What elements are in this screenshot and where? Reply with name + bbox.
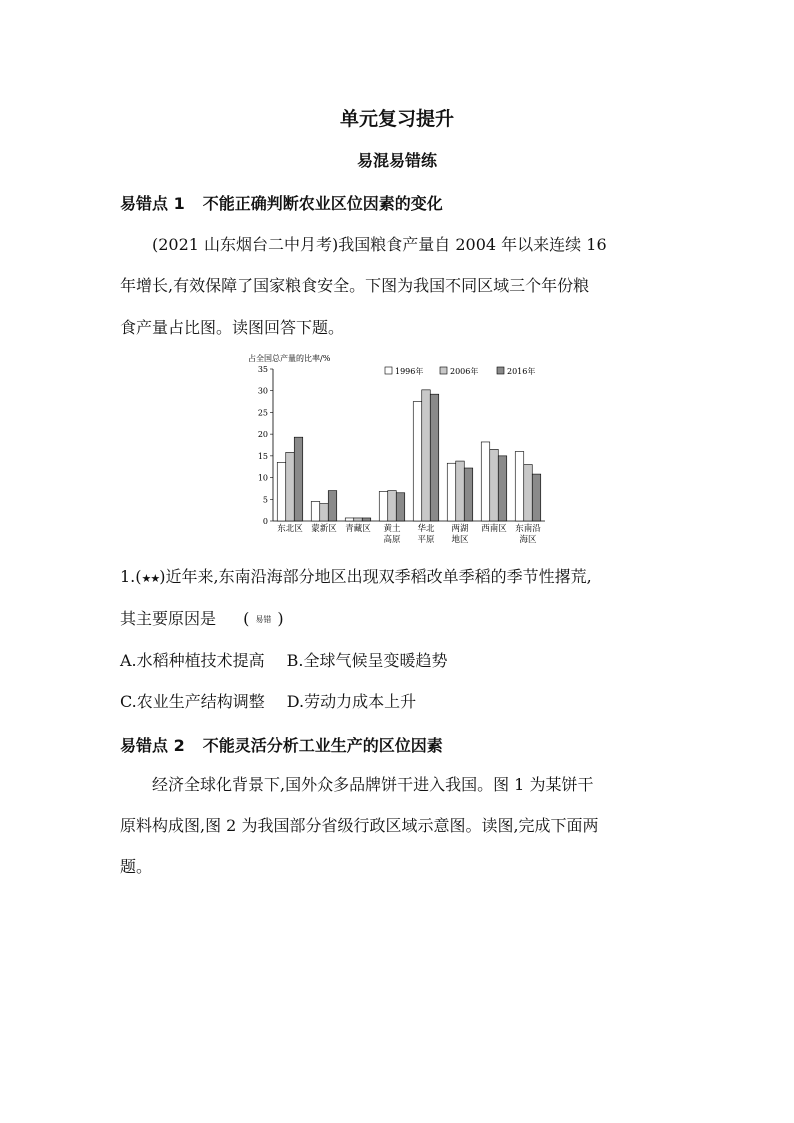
point2-intro-line-2: 原料构成图,图 2 为我国部分省级行政区域示意图。读图,完成下面两	[120, 816, 599, 835]
bar-蒙新区-2016年	[328, 491, 337, 521]
answer-paren-close: )	[277, 609, 284, 628]
bar-黄土高原-2006年	[388, 491, 397, 521]
option-a: A.水稻种植技术提高	[120, 651, 265, 670]
error-prone-tag: 易错	[255, 615, 272, 624]
bar-青藏区-2016年	[362, 518, 371, 521]
point1-heading	[120, 191, 443, 214]
point1-intro-line-2: 年增长,有效保障了国家粮食安全。下图为我国不同区域三个年份粮	[120, 276, 590, 295]
x-tick-label-黄土高原-0: 黄土	[383, 524, 401, 534]
question1-options-row-2	[120, 689, 416, 712]
bar-东北区-2006年	[286, 452, 295, 521]
x-tick-label-华北平原-0: 华北	[417, 524, 435, 534]
question1-stem-line-1	[120, 564, 592, 587]
y-tick-label-5: 5	[262, 495, 268, 505]
x-tick-label-两湖地区-0: 两湖	[451, 524, 469, 534]
legend-label-2006年: 2006年	[450, 367, 479, 376]
x-tick-label-东南沿海区-0: 东南沿	[515, 524, 541, 534]
point2-intro-line-1: 经济全球化背景下,国外众多品牌饼干进入我国。图 1 为某饼干	[152, 775, 594, 794]
question1-options-row-1	[120, 648, 448, 671]
bar-东南沿海区-2016年	[532, 474, 541, 521]
bar-青藏区-1996年	[345, 518, 354, 521]
y-tick-label-25: 25	[257, 408, 268, 418]
y-tick-label-10: 10	[257, 473, 268, 483]
x-tick-label-黄土高原-1: 高原	[383, 535, 401, 545]
y-tick-label-15: 15	[257, 451, 268, 461]
bar-东南沿海区-1996年	[515, 452, 524, 521]
bar-蒙新区-2006年	[320, 504, 329, 521]
x-tick-label-青藏区-0: 青藏区	[345, 524, 371, 534]
question1-stem-text: )近年来,东南沿海部分地区出现双季稻改单季稻的季节性撂荒,	[159, 567, 592, 586]
x-tick-label-华北平原-1: 平原	[417, 535, 435, 545]
legend-swatch-2016年	[497, 367, 504, 374]
bar-西南区-1996年	[481, 442, 490, 521]
y-tick-label-0: 0	[262, 517, 268, 526]
x-tick-label-两湖地区-1: 地区	[451, 535, 469, 545]
question1-stem-line-2	[120, 606, 284, 629]
legend-label-1996年: 1996年	[395, 367, 424, 376]
option-d: D.劳动力成本上升	[286, 692, 417, 711]
y-tick-label-35: 35	[257, 365, 268, 374]
bar-青藏区-2006年	[354, 518, 363, 521]
point1-intro-line-3: 食产量占比图。读图回答下题。	[120, 318, 345, 337]
y-tick-label-30: 30	[257, 386, 268, 396]
point2-heading	[120, 733, 443, 756]
y-tick-label-20: 20	[257, 430, 268, 440]
bar-华北平原-1996年	[413, 402, 422, 521]
option-c: C.农业生产结构调整	[120, 692, 265, 711]
point2-intro-line-3: 题。	[120, 857, 153, 876]
point1-title: 不能正确判断农业区位因素的变化	[202, 194, 443, 213]
option-b: B.全球气候呈变暖趋势	[286, 651, 448, 670]
y-axis-label: 占全国总产量的比率/%	[248, 354, 331, 363]
legend-swatch-1996年	[385, 367, 392, 374]
bar-东南沿海区-2006年	[524, 465, 533, 521]
bar-华北平原-2006年	[422, 390, 431, 521]
answer-paren-open: (	[243, 609, 250, 628]
bar-华北平原-2016年	[430, 394, 439, 521]
x-tick-label-东北区-0: 东北区	[277, 524, 303, 534]
point2-label: 易错点 2	[120, 736, 185, 755]
bar-东北区-1996年	[277, 462, 286, 521]
point1-intro-line-1: (2021 山东烟台二中月考)我国粮食产量自 2004 年以来连续 16	[152, 235, 607, 254]
point1-label: 易错点 1	[120, 194, 185, 213]
x-tick-label-东南沿海区-1: 海区	[519, 535, 537, 545]
x-tick-label-蒙新区-0: 蒙新区	[311, 524, 337, 534]
bar-蒙新区-1996年	[311, 501, 320, 521]
bar-两湖地区-2006年	[456, 461, 465, 521]
legend-swatch-2006年	[440, 367, 447, 374]
point2-title: 不能灵活分析工业生产的区位因素	[202, 736, 443, 755]
x-tick-label-西南区-0: 西南区	[481, 524, 507, 534]
section-title: 易混易错练	[356, 151, 437, 170]
legend-label-2016年: 2016年	[507, 367, 536, 376]
bar-西南区-2006年	[490, 449, 499, 521]
bar-黄土高原-2016年	[396, 493, 405, 521]
bar-两湖地区-1996年	[447, 463, 456, 521]
bar-黄土高原-1996年	[379, 491, 388, 521]
bar-东北区-2016年	[294, 437, 303, 521]
bar-西南区-2016年	[498, 456, 507, 521]
bar-两湖地区-2016年	[464, 468, 473, 521]
page-title: 单元复习提升	[339, 108, 454, 130]
difficulty-stars-icon: ★★	[141, 572, 160, 585]
grain-production-chart	[245, 352, 555, 552]
question1-stem-end: 其主要原因是	[120, 609, 217, 628]
question1-prefix: 1.(	[120, 567, 142, 586]
